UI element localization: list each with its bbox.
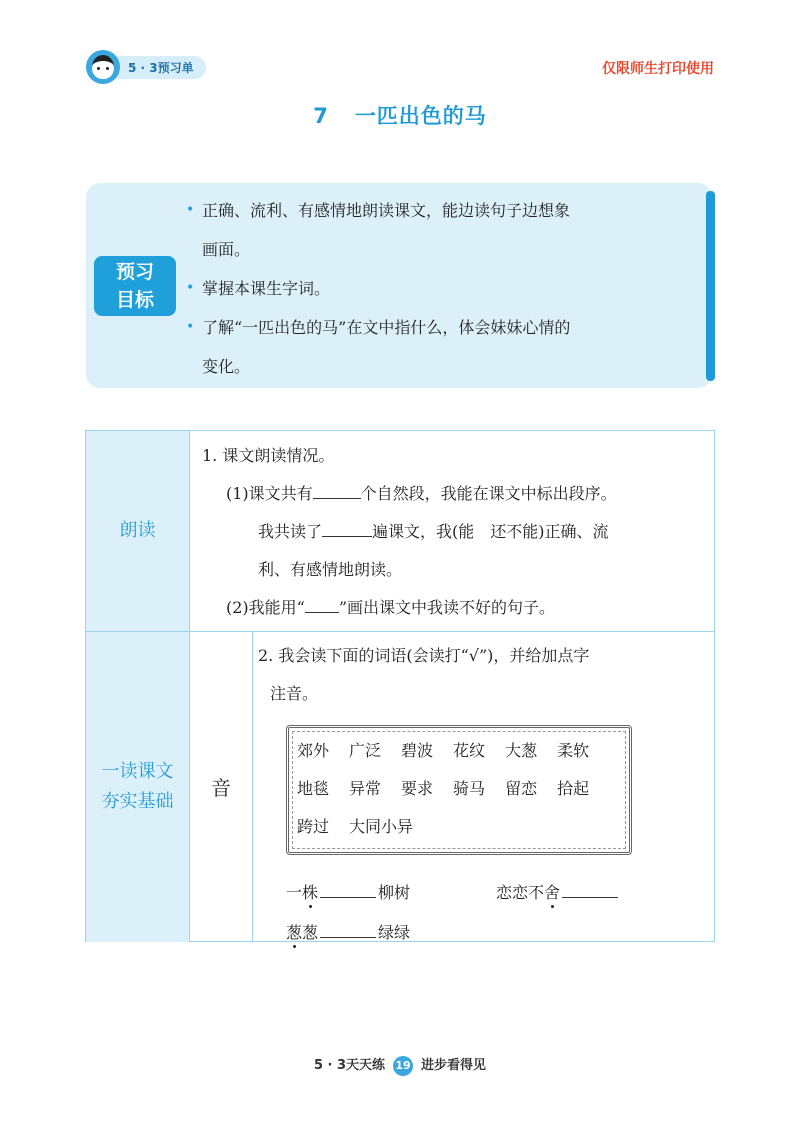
objective-text: • 了解“一匹出色的马”在文中指什么，体会妹妹心情的 [202, 318, 571, 337]
question-1-title: 1. 课文朗读情况。 [202, 446, 335, 465]
basics-label-line1: 一读课文 [101, 761, 174, 782]
word[interactable]: 留恋 [505, 779, 538, 798]
text: (1)课文共有 [226, 484, 313, 503]
word-row [297, 732, 621, 770]
question-1-part-2-cont: 利、有感情地朗读。 [258, 560, 403, 579]
word[interactable]: 柔软 [557, 741, 590, 760]
objectives-accent-bar [706, 191, 715, 381]
pinyin-blank[interactable] [320, 875, 376, 898]
preview-table [85, 430, 715, 942]
word[interactable]: 骑马 [453, 779, 486, 798]
word-row [297, 770, 621, 808]
objective-text: • 掌握本课生字词。 [202, 279, 331, 298]
basics-label [86, 632, 189, 942]
series-badge-text: 5 · 3预习单 [108, 56, 206, 79]
word[interactable]: 要求 [401, 779, 434, 798]
footer-brand: 5 · 3天天练 [313, 1058, 386, 1073]
footer-slogan: 进步看得见 [421, 1058, 487, 1073]
page-number: 19 [393, 1056, 413, 1076]
objective-item [190, 308, 695, 386]
series-badge [86, 52, 206, 82]
word[interactable]: 大同小异 [349, 817, 414, 836]
lesson-number: 7 [313, 104, 329, 128]
reading-label-text: 朗读 [119, 520, 156, 541]
question-1-part-1 [202, 475, 707, 513]
divider [252, 631, 253, 942]
mascot-avatar-icon [86, 50, 120, 84]
page-footer [0, 1054, 800, 1076]
pinyin-blank[interactable] [562, 875, 618, 898]
word[interactable]: 大葱 [505, 741, 538, 760]
word[interactable]: 异常 [349, 779, 382, 798]
objective-text: 画面。 [202, 240, 251, 259]
word[interactable]: 广泛 [349, 741, 382, 760]
text: 一 [286, 883, 303, 902]
basics-label-line2: 夯实基础 [101, 791, 174, 812]
word[interactable]: 花纹 [453, 741, 486, 760]
word[interactable]: 跨过 [297, 817, 330, 836]
text: 绿绿 [378, 923, 411, 942]
reading-label [86, 431, 189, 631]
restricted-notice: 仅限师生打印使用 [602, 61, 714, 77]
word-frame [286, 725, 632, 855]
pinyin-item [286, 873, 496, 913]
dotted-char: 葱 [286, 923, 303, 942]
question-2-title-cont: 注音。 [270, 684, 319, 703]
text: 葱 [302, 923, 319, 942]
paragraph-count-blank[interactable] [313, 476, 361, 499]
vocabulary-section [258, 637, 708, 953]
text: 个自然段，我能在课文中标出段序。 [360, 484, 617, 503]
question-2-title: 2. 我会读下面的词语(会读打“√”)，并给加点字 [258, 646, 590, 665]
reading-section [202, 437, 707, 627]
pinyin-blank[interactable] [320, 915, 376, 938]
mark-symbol-blank[interactable] [305, 590, 339, 613]
lesson-title-text: 一匹出色的马 [354, 104, 487, 128]
word[interactable]: 地毯 [297, 779, 330, 798]
word[interactable]: 碧波 [401, 741, 434, 760]
text: (2)我能用“ [226, 598, 305, 617]
word[interactable]: 拾起 [557, 779, 590, 798]
objectives-label-line2: 目标 [115, 289, 154, 311]
lesson-title [0, 100, 800, 130]
pinyin-item [496, 873, 706, 913]
text: 恋恋不 [496, 883, 545, 902]
pinyin-item [286, 913, 496, 953]
objective-item [190, 269, 695, 308]
pinyin-exercise [258, 873, 708, 953]
dotted-char: 株 [302, 883, 319, 902]
objective-text: • 正确、流利、有感情地朗读课文，能边读句子边想象 [202, 201, 571, 220]
objective-text: 变化。 [202, 357, 251, 376]
text: ”画出课文中我读不好的句子。 [338, 598, 556, 617]
dotted-char: 舍 [544, 883, 561, 902]
objectives-label [94, 256, 176, 316]
objectives-list [190, 191, 695, 386]
text: 柳树 [378, 883, 411, 902]
sound-label: 音 [211, 776, 231, 800]
text: 遍课文，我(能 还不能)正确、流 [372, 522, 609, 541]
objectives-box [86, 183, 712, 388]
objectives-label-line1: 预习 [115, 261, 154, 283]
divider [86, 631, 714, 632]
question-1-part-3 [202, 589, 707, 627]
word-row [297, 808, 621, 846]
text: 我共读了 [258, 522, 323, 541]
objective-item [190, 191, 695, 269]
word[interactable]: 郊外 [297, 741, 330, 760]
read-times-blank[interactable] [322, 514, 372, 537]
question-1-part-2 [202, 513, 707, 551]
